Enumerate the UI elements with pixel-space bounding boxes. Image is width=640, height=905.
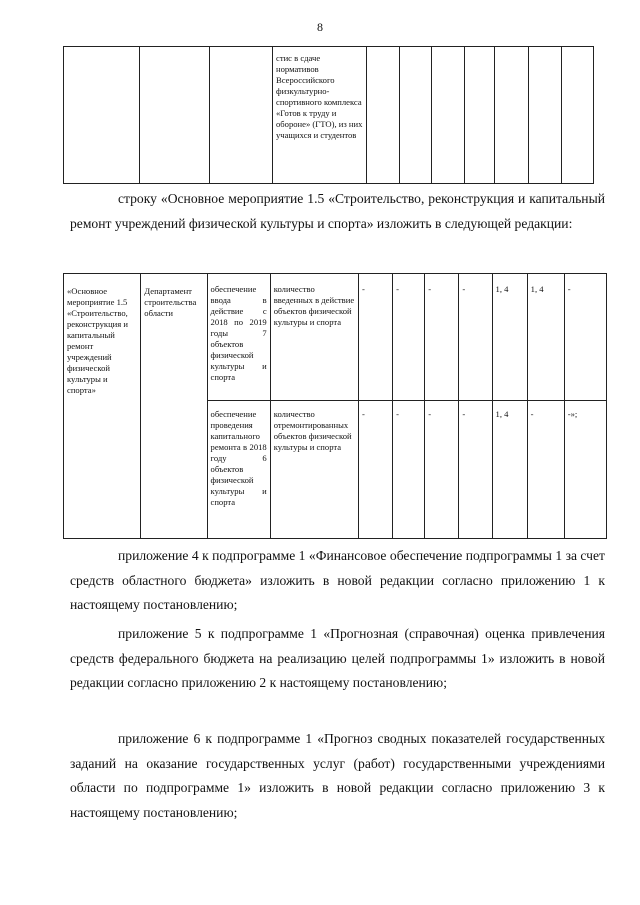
paragraph-intro	[70, 187, 605, 236]
value-cell: -	[459, 274, 492, 401]
paragraph-appendix-6	[70, 727, 605, 825]
page-number: 8	[317, 20, 323, 34]
cell-empty	[140, 47, 210, 184]
cell-empty	[495, 47, 529, 184]
cell-empty	[432, 47, 465, 184]
result-cell: обеспечение ввода в действие с 2018 по 2019 годы 7 объектов физической культуры и спорта	[207, 274, 270, 401]
cell-empty	[64, 47, 140, 184]
paragraph-appendix-5-text: приложение 5 к подпрограмме 1 «Прогнозная (справочная) оценка привлечения средств федерального бюджета на реализацию целей подпрограммы 1» изложить в новой редакции согласно приложению 2 к настоящему постановлению;	[70, 626, 605, 690]
value-cell: -	[459, 401, 492, 539]
continuation-indicator-text: стис в сдаче нормативов Всероссийского физкультурно-спортивного комплекса «Готов к труду и обороне» (ГТО), из них учащихся и студентов	[273, 47, 367, 184]
value-cell: -	[359, 274, 393, 401]
event-name-cell: «Основное мероприятие 1.5 «Строительство, реконструкция и капитальный ремонт учреждений физической культуры и спорта»	[64, 274, 141, 539]
value-cell: -	[527, 401, 564, 539]
value-cell: 1, 4	[492, 274, 527, 401]
value-cell: -	[425, 274, 459, 401]
value-cell: 1, 4	[527, 274, 564, 401]
value-cell: -	[564, 274, 606, 401]
value-cell: -	[393, 401, 425, 539]
event-table	[63, 273, 607, 539]
indicator-cell: количество введенных в действие объектов физической культуры и спорта	[270, 274, 358, 401]
value-cell: -	[425, 401, 459, 539]
continuation-table	[63, 46, 594, 184]
indicator-cell: количество отремонтированных объектов физической культуры и спорта	[270, 401, 358, 539]
paragraph-appendix-4	[70, 544, 605, 618]
value-cell: -	[393, 274, 425, 401]
result-cell: обеспечение проведения капитального ремонта в 2018 году 6 объектов физической культуры и спорта	[207, 401, 270, 539]
cell-empty	[210, 47, 273, 184]
cell-empty	[529, 47, 562, 184]
paragraph-appendix-5	[70, 622, 605, 696]
value-cell: 1, 4	[492, 401, 527, 539]
value-cell: -	[359, 401, 393, 539]
cell-empty	[367, 47, 400, 184]
paragraph-appendix-6-text: приложение 6 к подпрограмме 1 «Прогноз сводных показателей государственных заданий на оказание государственных услуг (работ) государственными учреждениями области по подпрограмме 1» изложить в новой редакции согласно приложению 3 к настоящему постановлению;	[70, 731, 605, 820]
cell-empty	[465, 47, 495, 184]
paragraph-intro-text: строку «Основное мероприятие 1.5 «Строительство, реконструкция и капитальный ремонт учреждений физической культуры и спорта» изложить в следующей редакции:	[70, 191, 605, 231]
value-cell: -»;	[564, 401, 606, 539]
cell-empty	[400, 47, 432, 184]
paragraph-appendix-4-text: приложение 4 к подпрограмме 1 «Финансовое обеспечение подпрограммы 1 за счет средств областного бюджета» изложить в новой редакции согласно приложению 1 к настоящему постановлению;	[70, 548, 605, 612]
executor-cell: Департамент строительства области	[141, 274, 207, 539]
cell-empty	[562, 47, 594, 184]
